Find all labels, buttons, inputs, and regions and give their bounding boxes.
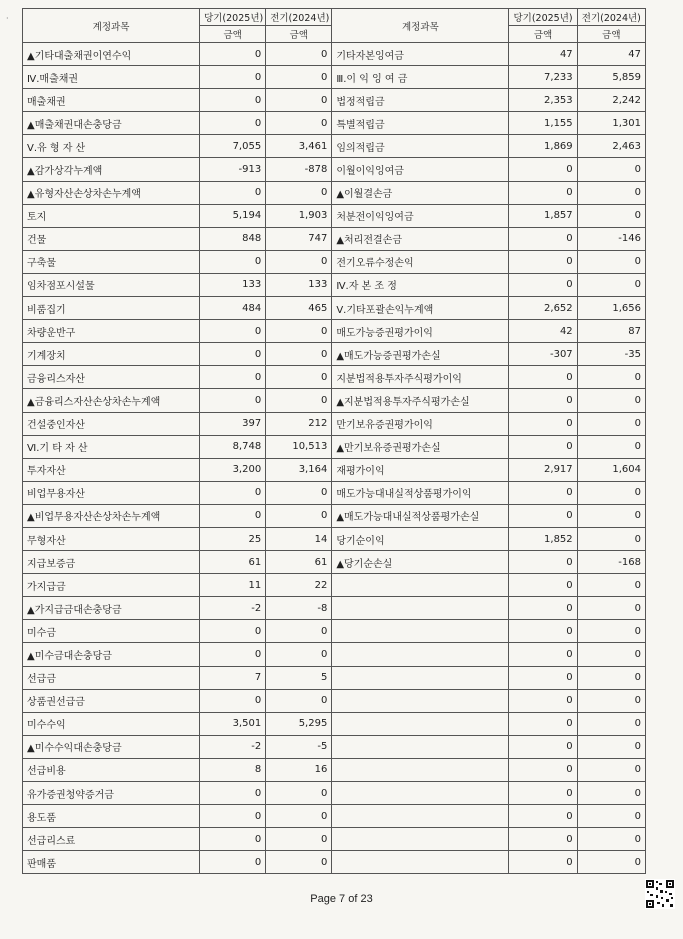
right-current-header: 당기(2025년) bbox=[509, 9, 577, 26]
left-prior-amount: 0 bbox=[266, 250, 332, 273]
table-row bbox=[23, 689, 646, 712]
right-prior-amount: 0 bbox=[577, 481, 645, 504]
right-current-amount: 7,233 bbox=[509, 66, 577, 89]
right-prior-amount: 0 bbox=[577, 712, 645, 735]
left-prior-amount: 14 bbox=[266, 527, 332, 550]
left-current-amount: 0 bbox=[200, 643, 266, 666]
right-account-label: 처분전이익잉여금 bbox=[332, 204, 509, 227]
right-current-amount: 0 bbox=[509, 643, 577, 666]
right-account-label bbox=[332, 574, 509, 597]
right-current-amount: 0 bbox=[509, 689, 577, 712]
right-prior-amount: 0 bbox=[577, 735, 645, 758]
table-row bbox=[23, 551, 646, 574]
left-account-label: ▲금융리스자산손상차손누계액 bbox=[23, 389, 200, 412]
left-current-amount: 0 bbox=[200, 66, 266, 89]
right-account-label: 매도가능대내실적상품평가이익 bbox=[332, 481, 509, 504]
right-account-label: 법정적립금 bbox=[332, 89, 509, 112]
left-current-header: 당기(2025년) bbox=[200, 9, 266, 26]
right-prior-amount: 0 bbox=[577, 574, 645, 597]
left-prior-amount: 0 bbox=[266, 643, 332, 666]
right-current-amount: 0 bbox=[509, 828, 577, 851]
right-current-amount: 0 bbox=[509, 435, 577, 458]
left-prior-amount: 3,164 bbox=[266, 458, 332, 481]
right-prior-amount: 0 bbox=[577, 666, 645, 689]
left-current-amount: 0 bbox=[200, 343, 266, 366]
left-account-label: ▲가지급금대손충당금 bbox=[23, 597, 200, 620]
right-current-amount: 0 bbox=[509, 412, 577, 435]
right-prior-amount: 0 bbox=[577, 435, 645, 458]
right-current-amount: 0 bbox=[509, 181, 577, 204]
left-prior-amount: 3,461 bbox=[266, 135, 332, 158]
left-account-label: 선급비용 bbox=[23, 758, 200, 781]
left-prior-amount: 0 bbox=[266, 66, 332, 89]
left-account-label: 유가증권청약증거금 bbox=[23, 782, 200, 805]
left-prior-amount: 16 bbox=[266, 758, 332, 781]
right-prior-amount: 0 bbox=[577, 758, 645, 781]
left-account-label: 투자자산 bbox=[23, 458, 200, 481]
table-row bbox=[23, 527, 646, 550]
right-account-label: 기타자본잉여금 bbox=[332, 43, 509, 66]
left-current-amount: 61 bbox=[200, 551, 266, 574]
left-prior-amount: 0 bbox=[266, 782, 332, 805]
right-prior-amount: 1,656 bbox=[577, 297, 645, 320]
right-account-label bbox=[332, 782, 509, 805]
right-account-label: 당기순이익 bbox=[332, 527, 509, 550]
table-row bbox=[23, 782, 646, 805]
table-row bbox=[23, 250, 646, 273]
right-account-label: Ⅲ.이 익 잉 여 금 bbox=[332, 66, 509, 89]
left-account-label: 비품집기 bbox=[23, 297, 200, 320]
right-account-label bbox=[332, 666, 509, 689]
left-account-label: ▲미수수익대손충당금 bbox=[23, 735, 200, 758]
left-current-amount: 0 bbox=[200, 504, 266, 527]
right-account-label bbox=[332, 689, 509, 712]
left-prior-amount: 0 bbox=[266, 389, 332, 412]
left-current-amount: -2 bbox=[200, 735, 266, 758]
left-account-label: 무형자산 bbox=[23, 527, 200, 550]
left-current-amount: 11 bbox=[200, 574, 266, 597]
right-prior-amount: 2,242 bbox=[577, 89, 645, 112]
left-prior-amount: 0 bbox=[266, 112, 332, 135]
left-current-amount: 8,748 bbox=[200, 435, 266, 458]
left-account-label: ▲기타대출채권이연수익 bbox=[23, 43, 200, 66]
left-account-label: ▲미수금대손충당금 bbox=[23, 643, 200, 666]
left-account-label: 지급보증금 bbox=[23, 551, 200, 574]
table-row bbox=[23, 481, 646, 504]
left-prior-amount: 212 bbox=[266, 412, 332, 435]
left-account-header: 계정과목 bbox=[23, 9, 200, 43]
left-prior-amount: 0 bbox=[266, 504, 332, 527]
right-account-label: ▲이월결손금 bbox=[332, 181, 509, 204]
left-current-amount: 0 bbox=[200, 828, 266, 851]
right-prior-amount: 0 bbox=[577, 620, 645, 643]
right-account-label: 재평가이익 bbox=[332, 458, 509, 481]
left-current-amount: 0 bbox=[200, 43, 266, 66]
left-current-amount: 484 bbox=[200, 297, 266, 320]
left-prior-amount: -878 bbox=[266, 158, 332, 181]
right-account-label: ▲처리전결손금 bbox=[332, 227, 509, 250]
left-prior-amount: 465 bbox=[266, 297, 332, 320]
left-current-amount: 3,200 bbox=[200, 458, 266, 481]
financial-statement bbox=[22, 8, 646, 874]
right-current-amount: -307 bbox=[509, 343, 577, 366]
qr-code-icon bbox=[645, 879, 675, 909]
right-account-label bbox=[332, 851, 509, 874]
left-account-label: 상품권선급금 bbox=[23, 689, 200, 712]
right-prior-amount-header: 금액 bbox=[577, 26, 645, 43]
left-prior-amount: 1,903 bbox=[266, 204, 332, 227]
right-current-amount: 42 bbox=[509, 320, 577, 343]
table-row bbox=[23, 458, 646, 481]
left-prior-amount: 0 bbox=[266, 828, 332, 851]
right-prior-amount: 1,604 bbox=[577, 458, 645, 481]
left-prior-amount: 5,295 bbox=[266, 712, 332, 735]
right-prior-amount: 0 bbox=[577, 250, 645, 273]
right-prior-amount: 0 bbox=[577, 689, 645, 712]
right-prior-amount: 2,463 bbox=[577, 135, 645, 158]
table-row bbox=[23, 574, 646, 597]
left-current-amount: 0 bbox=[200, 851, 266, 874]
table-row bbox=[23, 828, 646, 851]
left-account-label: 금융리스자산 bbox=[23, 366, 200, 389]
right-prior-amount: 0 bbox=[577, 158, 645, 181]
left-prior-amount: -5 bbox=[266, 735, 332, 758]
table-row bbox=[23, 412, 646, 435]
right-prior-amount: 0 bbox=[577, 366, 645, 389]
right-prior-amount: 5,859 bbox=[577, 66, 645, 89]
left-prior-amount: 61 bbox=[266, 551, 332, 574]
left-current-amount: 0 bbox=[200, 805, 266, 828]
left-prior-amount: 0 bbox=[266, 481, 332, 504]
left-prior-amount: 0 bbox=[266, 343, 332, 366]
right-prior-amount: -146 bbox=[577, 227, 645, 250]
left-account-label: 미수금 bbox=[23, 620, 200, 643]
right-current-amount: 0 bbox=[509, 551, 577, 574]
right-prior-amount: 0 bbox=[577, 181, 645, 204]
table-row bbox=[23, 643, 646, 666]
left-prior-amount: 22 bbox=[266, 574, 332, 597]
right-account-header: 계정과목 bbox=[332, 9, 509, 43]
table-row bbox=[23, 89, 646, 112]
left-account-label: 건설중인자산 bbox=[23, 412, 200, 435]
table-row bbox=[23, 181, 646, 204]
left-prior-amount: 0 bbox=[266, 320, 332, 343]
left-current-amount: 8 bbox=[200, 758, 266, 781]
table-row bbox=[23, 320, 646, 343]
left-current-amount: 5,194 bbox=[200, 204, 266, 227]
left-prior-amount: 0 bbox=[266, 366, 332, 389]
left-current-amount: 0 bbox=[200, 389, 266, 412]
right-account-label: 만기보유증권평가이익 bbox=[332, 412, 509, 435]
right-account-label: Ⅳ.자 본 조 정 bbox=[332, 273, 509, 296]
right-current-amount: 0 bbox=[509, 366, 577, 389]
right-account-label: 매도가능증권평가이익 bbox=[332, 320, 509, 343]
right-prior-amount: 47 bbox=[577, 43, 645, 66]
table-row bbox=[23, 805, 646, 828]
page-total: 23 bbox=[360, 893, 373, 905]
right-prior-amount: -168 bbox=[577, 551, 645, 574]
right-current-amount: 1,869 bbox=[509, 135, 577, 158]
left-prior-amount: 10,513 bbox=[266, 435, 332, 458]
table-row bbox=[23, 851, 646, 874]
left-prior-header: 전기(2024년) bbox=[266, 9, 332, 26]
table-row bbox=[23, 135, 646, 158]
left-prior-amount: -8 bbox=[266, 597, 332, 620]
right-account-label: ▲당기순손실 bbox=[332, 551, 509, 574]
table-row bbox=[23, 66, 646, 89]
right-current-amount: 0 bbox=[509, 481, 577, 504]
left-account-label: 선급리스료 bbox=[23, 828, 200, 851]
left-current-amount: 0 bbox=[200, 366, 266, 389]
left-account-label: 매출채권 bbox=[23, 89, 200, 112]
scan-mark: · bbox=[6, 14, 9, 23]
right-prior-amount: 0 bbox=[577, 828, 645, 851]
left-current-amount: 397 bbox=[200, 412, 266, 435]
right-prior-amount: 87 bbox=[577, 320, 645, 343]
table-row bbox=[23, 343, 646, 366]
right-account-label bbox=[332, 735, 509, 758]
left-current-amount: 0 bbox=[200, 782, 266, 805]
right-prior-amount: 0 bbox=[577, 805, 645, 828]
right-current-amount: 0 bbox=[509, 712, 577, 735]
left-prior-amount: 0 bbox=[266, 181, 332, 204]
right-current-amount: 0 bbox=[509, 805, 577, 828]
right-account-label: 이월이익잉여금 bbox=[332, 158, 509, 181]
table-row bbox=[23, 158, 646, 181]
right-current-amount: 0 bbox=[509, 597, 577, 620]
right-account-label bbox=[332, 758, 509, 781]
table-row bbox=[23, 43, 646, 66]
right-current-amount: 0 bbox=[509, 158, 577, 181]
table-row bbox=[23, 273, 646, 296]
right-current-amount: 0 bbox=[509, 250, 577, 273]
left-current-amount: 0 bbox=[200, 320, 266, 343]
right-current-amount: 1,155 bbox=[509, 112, 577, 135]
left-current-amount: 848 bbox=[200, 227, 266, 250]
right-prior-amount: 0 bbox=[577, 643, 645, 666]
right-current-amount: 0 bbox=[509, 782, 577, 805]
balance-table bbox=[22, 8, 646, 874]
left-current-amount: 133 bbox=[200, 273, 266, 296]
left-current-amount-header: 금액 bbox=[200, 26, 266, 43]
right-account-label bbox=[332, 620, 509, 643]
right-current-amount-header: 금액 bbox=[509, 26, 577, 43]
right-prior-header: 전기(2024년) bbox=[577, 9, 645, 26]
page-footer bbox=[0, 893, 683, 905]
right-current-amount: 0 bbox=[509, 389, 577, 412]
right-prior-amount: 0 bbox=[577, 504, 645, 527]
left-account-label: 선급금 bbox=[23, 666, 200, 689]
right-current-amount: 0 bbox=[509, 227, 577, 250]
right-account-label: ▲만기보유증권평가손실 bbox=[332, 435, 509, 458]
table-row bbox=[23, 712, 646, 735]
table-row bbox=[23, 227, 646, 250]
right-current-amount: 47 bbox=[509, 43, 577, 66]
right-account-label: ▲지분법적용투자주식평가손실 bbox=[332, 389, 509, 412]
left-current-amount: 3,501 bbox=[200, 712, 266, 735]
right-account-label bbox=[332, 828, 509, 851]
right-prior-amount: 0 bbox=[577, 389, 645, 412]
right-current-amount: 0 bbox=[509, 758, 577, 781]
table-row bbox=[23, 597, 646, 620]
left-prior-amount: 747 bbox=[266, 227, 332, 250]
left-account-label: 구축물 bbox=[23, 250, 200, 273]
right-current-amount: 0 bbox=[509, 851, 577, 874]
table-row bbox=[23, 620, 646, 643]
right-current-amount: 0 bbox=[509, 504, 577, 527]
left-account-label: Ⅳ.매출채권 bbox=[23, 66, 200, 89]
table-row bbox=[23, 366, 646, 389]
right-account-label bbox=[332, 643, 509, 666]
right-account-label bbox=[332, 597, 509, 620]
left-prior-amount: 0 bbox=[266, 620, 332, 643]
right-current-amount: 0 bbox=[509, 620, 577, 643]
right-current-amount: 2,917 bbox=[509, 458, 577, 481]
left-current-amount: 0 bbox=[200, 689, 266, 712]
right-account-label: ▲매도가능증권평가손실 bbox=[332, 343, 509, 366]
table-row bbox=[23, 435, 646, 458]
table-row bbox=[23, 735, 646, 758]
left-prior-amount: 0 bbox=[266, 43, 332, 66]
left-current-amount: 7,055 bbox=[200, 135, 266, 158]
left-prior-amount: 5 bbox=[266, 666, 332, 689]
right-prior-amount: 0 bbox=[577, 412, 645, 435]
right-current-amount: 1,852 bbox=[509, 527, 577, 550]
left-account-label: 기계장치 bbox=[23, 343, 200, 366]
left-account-label: 가지급금 bbox=[23, 574, 200, 597]
right-current-amount: 0 bbox=[509, 666, 577, 689]
right-account-label bbox=[332, 712, 509, 735]
left-current-amount: 0 bbox=[200, 112, 266, 135]
left-account-label: 비업무용자산 bbox=[23, 481, 200, 504]
left-account-label: 판매품 bbox=[23, 851, 200, 874]
left-account-label: 미수수익 bbox=[23, 712, 200, 735]
right-account-label: ▲매도가능대내실적상품평가손실 bbox=[332, 504, 509, 527]
table-row bbox=[23, 504, 646, 527]
page-prefix: Page bbox=[310, 893, 336, 905]
left-account-label: ▲감가상각누계액 bbox=[23, 158, 200, 181]
left-account-label: 건물 bbox=[23, 227, 200, 250]
left-current-amount: 0 bbox=[200, 250, 266, 273]
right-account-label: 특별적립금 bbox=[332, 112, 509, 135]
left-current-amount: -2 bbox=[200, 597, 266, 620]
right-prior-amount: 0 bbox=[577, 273, 645, 296]
left-prior-amount: 0 bbox=[266, 689, 332, 712]
left-current-amount: 0 bbox=[200, 181, 266, 204]
right-prior-amount: 0 bbox=[577, 597, 645, 620]
table-body bbox=[23, 43, 646, 874]
left-account-label: 토지 bbox=[23, 204, 200, 227]
table-row bbox=[23, 666, 646, 689]
right-prior-amount: 0 bbox=[577, 527, 645, 550]
right-account-label: 임의적립금 bbox=[332, 135, 509, 158]
right-account-label: 지분법적용투자주식평가이익 bbox=[332, 366, 509, 389]
right-current-amount: 0 bbox=[509, 273, 577, 296]
right-prior-amount: 1,301 bbox=[577, 112, 645, 135]
left-account-label: 차량운반구 bbox=[23, 320, 200, 343]
right-current-amount: 2,353 bbox=[509, 89, 577, 112]
left-prior-amount: 0 bbox=[266, 805, 332, 828]
table-row bbox=[23, 389, 646, 412]
left-account-label: ▲매출채권대손충당금 bbox=[23, 112, 200, 135]
table-row bbox=[23, 758, 646, 781]
table-row bbox=[23, 204, 646, 227]
left-prior-amount: 0 bbox=[266, 851, 332, 874]
left-current-amount: 0 bbox=[200, 620, 266, 643]
right-current-amount: 1,857 bbox=[509, 204, 577, 227]
right-account-label: Ⅴ.기타포괄손익누계액 bbox=[332, 297, 509, 320]
left-prior-amount: 0 bbox=[266, 89, 332, 112]
table-row bbox=[23, 112, 646, 135]
left-account-label: 용도품 bbox=[23, 805, 200, 828]
left-prior-amount-header: 금액 bbox=[266, 26, 332, 43]
right-current-amount: 0 bbox=[509, 735, 577, 758]
left-account-label: 임차점포시설물 bbox=[23, 273, 200, 296]
right-current-amount: 2,652 bbox=[509, 297, 577, 320]
right-prior-amount: 0 bbox=[577, 204, 645, 227]
table-row bbox=[23, 297, 646, 320]
left-current-amount: 7 bbox=[200, 666, 266, 689]
page-of: of bbox=[348, 893, 358, 905]
right-prior-amount: -35 bbox=[577, 343, 645, 366]
left-current-amount: -913 bbox=[200, 158, 266, 181]
left-account-label: ▲비업무용자산손상차손누계액 bbox=[23, 504, 200, 527]
left-account-label: Ⅵ.기 타 자 산 bbox=[23, 435, 200, 458]
left-account-label: Ⅴ.유 형 자 산 bbox=[23, 135, 200, 158]
right-current-amount: 0 bbox=[509, 574, 577, 597]
right-prior-amount: 0 bbox=[577, 782, 645, 805]
left-prior-amount: 133 bbox=[266, 273, 332, 296]
right-prior-amount: 0 bbox=[577, 851, 645, 874]
left-current-amount: 0 bbox=[200, 89, 266, 112]
right-account-label: 전기오류수정손익 bbox=[332, 250, 509, 273]
right-account-label bbox=[332, 805, 509, 828]
page-number: 7 bbox=[339, 893, 346, 905]
left-current-amount: 25 bbox=[200, 527, 266, 550]
left-account-label: ▲유형자산손상차손누계액 bbox=[23, 181, 200, 204]
left-current-amount: 0 bbox=[200, 481, 266, 504]
